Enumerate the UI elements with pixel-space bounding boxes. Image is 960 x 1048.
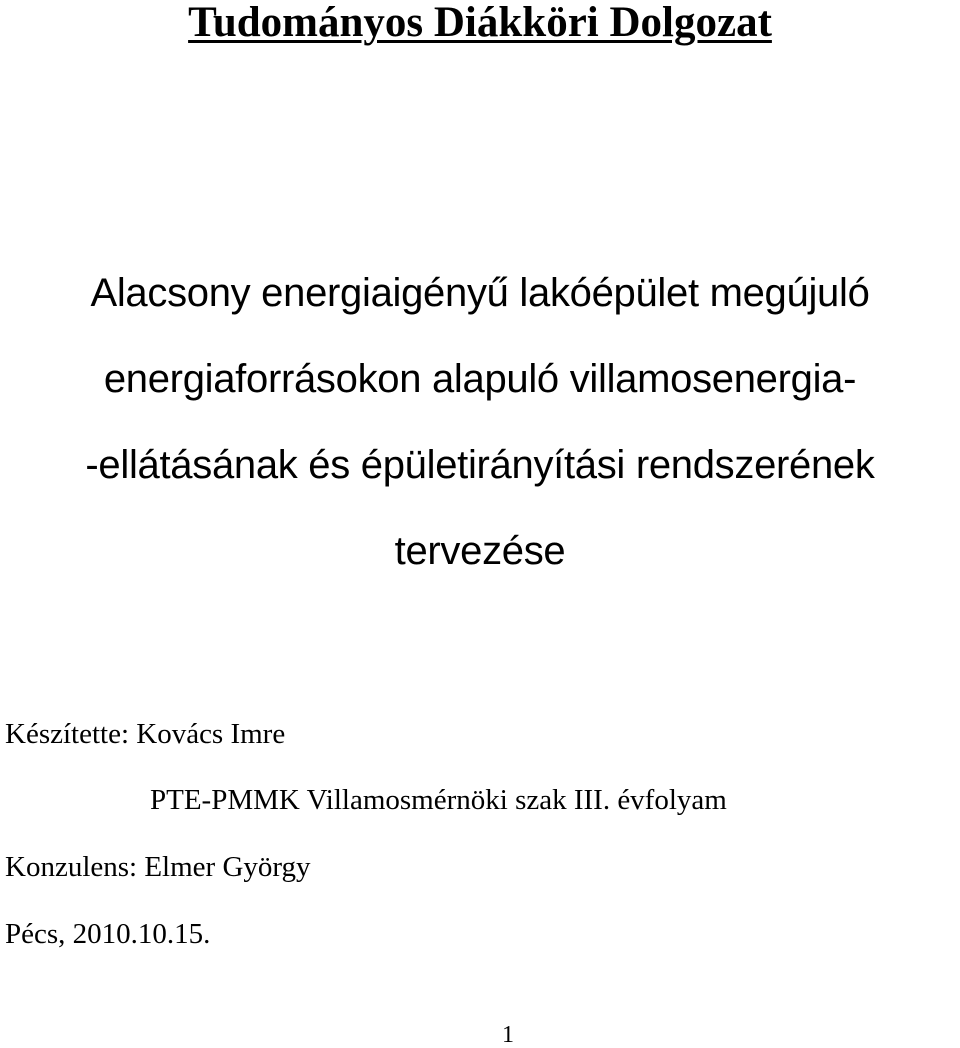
thesis-title-line-1: Alacsony energiaigényű lakóépület megújuló	[90, 271, 870, 315]
thesis-title-line-4: tervezése	[394, 529, 566, 573]
place-date-line: Pécs, 2010.10.15.	[5, 918, 211, 950]
author-line: Készítette: Kovács Imre	[5, 718, 286, 750]
thesis-title-line-3: -ellátásának és épületirányítási rendszerének	[85, 443, 875, 487]
program-line: PTE-PMMK Villamosmérnöki szak III. évfolyam	[150, 784, 727, 816]
page-number: 1	[502, 1022, 514, 1048]
thesis-title	[0, 268, 960, 612]
document-header-title: Tudományos Diákköri Dolgozat	[188, 0, 772, 46]
thesis-title-line-2: energiaforrásokon alapuló villamosenergia-	[103, 357, 857, 401]
consultant-line: Konzulens: Elmer György	[5, 851, 311, 883]
